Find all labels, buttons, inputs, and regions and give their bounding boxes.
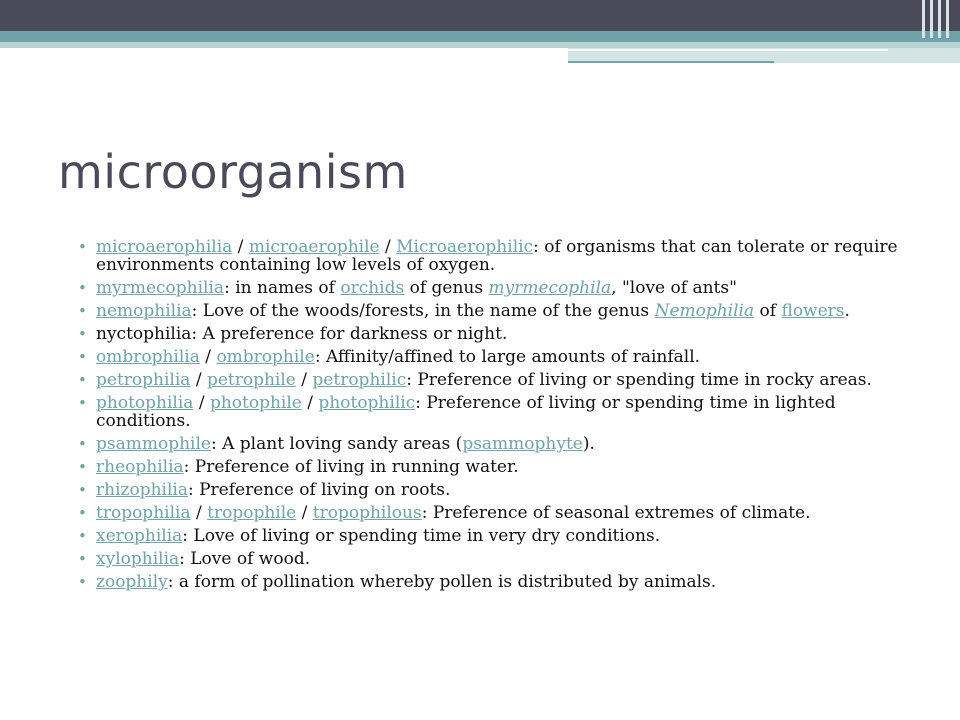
- bullet-marker: •: [78, 481, 87, 499]
- term-link[interactable]: myrmecophila: [488, 278, 612, 298]
- term-text: : Love of the woods/forests, in the name of the genus: [191, 301, 655, 321]
- bullet-marker: •: [78, 348, 87, 366]
- term-link[interactable]: petrophile: [206, 370, 296, 390]
- list-item: [76, 325, 906, 343]
- term-link[interactable]: microaerophile: [248, 237, 380, 257]
- bullet-marker: •: [78, 302, 87, 320]
- term-link[interactable]: nemophilia: [96, 301, 192, 321]
- bullet-marker: •: [78, 550, 87, 568]
- bullet-marker: •: [78, 325, 87, 343]
- list-item: [76, 550, 906, 568]
- bullet-marker: •: [78, 573, 87, 591]
- term-text: of genus: [404, 278, 489, 298]
- term-text: /: [190, 503, 208, 523]
- term-text: nyctophilia: A preference for darkness or night.: [96, 324, 508, 344]
- term-text: /: [199, 347, 217, 367]
- list-item: [76, 302, 906, 320]
- term-link[interactable]: ombrophile: [216, 347, 315, 367]
- term-link[interactable]: petrophilia: [96, 370, 191, 390]
- term-link[interactable]: zoophily: [96, 572, 168, 592]
- term-link[interactable]: rhizophilia: [96, 480, 188, 500]
- accent-line-white: [568, 49, 888, 51]
- list-item: [76, 279, 906, 297]
- term-text: : Love of living or spending time in very dry conditions.: [182, 526, 661, 546]
- list-item: [76, 458, 906, 476]
- term-link[interactable]: tropophilia: [96, 503, 191, 523]
- term-link[interactable]: ombrophilia: [96, 347, 200, 367]
- term-link[interactable]: psammophyte: [462, 434, 583, 454]
- bullet-marker: •: [78, 394, 87, 412]
- term-link[interactable]: myrmecophilia: [96, 278, 225, 298]
- term-link[interactable]: tropophilous: [312, 503, 422, 523]
- term-text: ).: [582, 434, 595, 454]
- term-link[interactable]: tropophile: [207, 503, 297, 523]
- term-text: .: [844, 301, 850, 321]
- term-text: : Preference of living in running water.: [183, 457, 519, 477]
- list-item: [76, 481, 906, 499]
- term-link[interactable]: petrophilic: [312, 370, 407, 390]
- term-text: of: [754, 301, 782, 321]
- term-text: /: [190, 370, 207, 390]
- accent-line-teal: [568, 61, 774, 63]
- corner-stripes: [922, 0, 952, 38]
- term-link[interactable]: xerophilia: [96, 526, 183, 546]
- list-item: [76, 238, 906, 274]
- list-item: [76, 527, 906, 545]
- term-text: : Love of wood.: [179, 549, 311, 569]
- term-text: : Affinity/affined to large amounts of rainfall.: [314, 347, 701, 367]
- bullet-marker: •: [78, 279, 87, 297]
- top-bar: [0, 0, 960, 31]
- term-text: : in names of: [224, 278, 341, 298]
- term-link[interactable]: photophile: [209, 393, 302, 413]
- bullet-marker: •: [78, 458, 87, 476]
- list-item: [76, 348, 906, 366]
- bullet-marker: •: [78, 504, 87, 522]
- term-link[interactable]: photophilic: [318, 393, 416, 413]
- bullet-marker: •: [78, 371, 87, 389]
- term-text: : Preference of living on roots.: [187, 480, 451, 500]
- term-text: /: [301, 393, 319, 413]
- term-link[interactable]: xylophilia: [96, 549, 180, 569]
- term-link[interactable]: flowers: [781, 301, 845, 321]
- term-text: : A plant loving sandy areas (: [210, 434, 463, 454]
- term-link[interactable]: orchids: [340, 278, 405, 298]
- term-text: : a form of pollination whereby pollen is distributed by animals.: [167, 572, 717, 592]
- bullet-marker: •: [78, 238, 87, 256]
- term-text: : Preference of living or spending time in rocky areas.: [406, 370, 872, 390]
- term-text: /: [296, 503, 313, 523]
- list-item: [76, 573, 906, 591]
- bullet-marker: •: [78, 435, 87, 453]
- term-text: /: [379, 237, 397, 257]
- term-text: : of organisms that can tolerate or require environments containing low levels of oxygen.: [96, 237, 898, 275]
- term-text: , "love of ants": [611, 278, 737, 298]
- term-link[interactable]: Microaerophilic: [396, 237, 534, 257]
- accent-band: [0, 31, 960, 42]
- list-item: [76, 435, 906, 453]
- list-item: [76, 504, 906, 522]
- term-text: /: [232, 237, 249, 257]
- bullet-marker: •: [78, 527, 87, 545]
- term-text: : Preference of living or spending time in lighted conditions.: [96, 393, 836, 431]
- term-text: : Preference of seasonal extremes of climate.: [421, 503, 811, 523]
- term-link[interactable]: photophilia: [96, 393, 194, 413]
- list-item: [76, 394, 906, 430]
- term-link[interactable]: rheophilia: [96, 457, 184, 477]
- terms-list: [76, 238, 906, 596]
- slide-title: microorganism: [58, 145, 408, 199]
- term-text: /: [193, 393, 210, 413]
- list-item: [76, 371, 906, 389]
- term-text: /: [295, 370, 313, 390]
- term-link[interactable]: Nemophilia: [654, 301, 755, 321]
- term-link[interactable]: microaerophilia: [96, 237, 233, 257]
- term-link[interactable]: psammophile: [96, 434, 211, 454]
